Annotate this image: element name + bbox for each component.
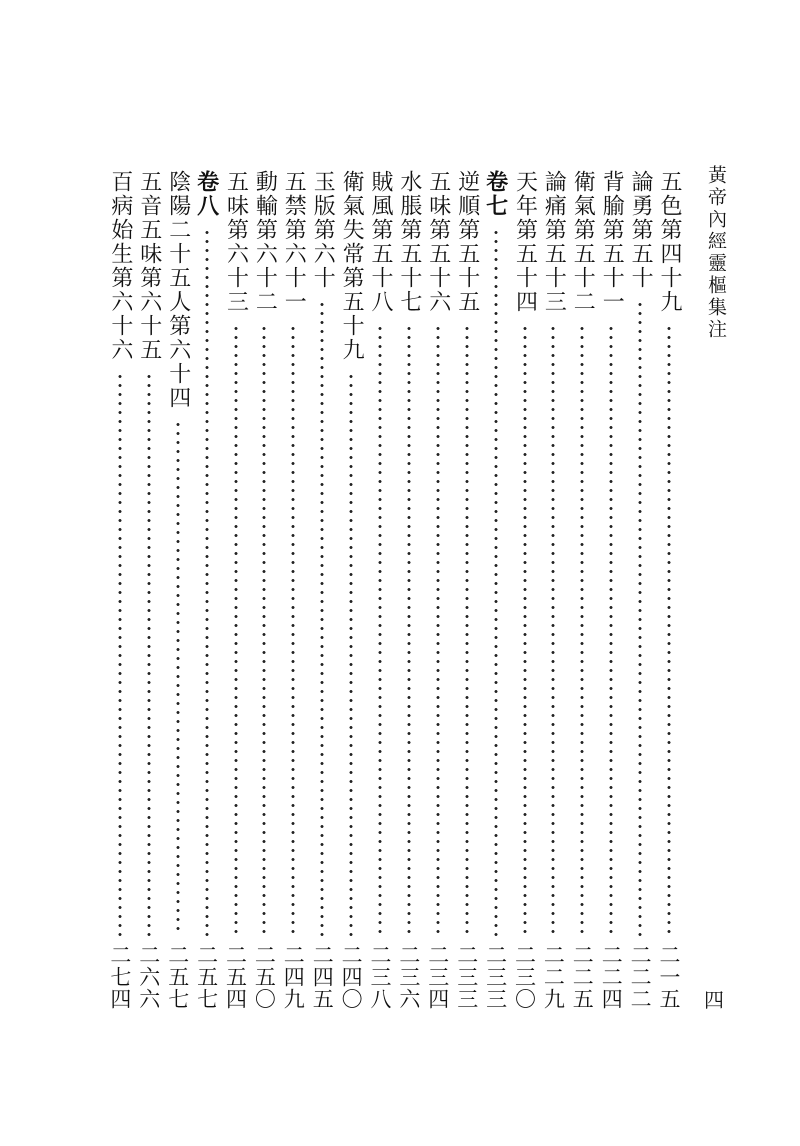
entry-page-number: 二三六 <box>396 944 421 1010</box>
dot-leader <box>609 324 613 936</box>
entry-page-number: 二五四 <box>223 944 248 1010</box>
toc-entry <box>656 170 682 1010</box>
entry-page-number: 二二四 <box>599 944 624 1010</box>
entry-title: 卷七 <box>482 170 509 218</box>
dot-leader <box>176 420 180 936</box>
entry-page-number: 二六六 <box>136 944 161 1010</box>
dot-leader <box>551 324 555 936</box>
entry-page-number: 二四〇 <box>339 944 364 1010</box>
entry-title: 論痛第五十三 <box>541 170 567 314</box>
entry-page-number: 二二九 <box>541 944 566 1010</box>
entry-page-number: 二三四 <box>425 944 450 1010</box>
volume-heading-entry <box>483 170 509 1010</box>
page-number: 四 <box>704 988 724 1012</box>
dot-leader <box>523 324 527 936</box>
toc-entry <box>251 170 277 1010</box>
entry-title: 五味第五十六 <box>425 170 451 314</box>
dot-leader <box>118 372 122 936</box>
entry-page-number: 二七四 <box>107 944 132 1010</box>
entry-title: 卷八 <box>193 170 220 218</box>
toc-entry <box>569 170 595 1010</box>
toc-entry <box>454 170 480 1010</box>
entry-page-number: 二五七 <box>194 944 219 1010</box>
entry-title: 五禁第六十一 <box>281 170 307 314</box>
dot-leader <box>291 324 295 936</box>
toc-entry <box>165 170 191 1010</box>
dot-leader <box>205 228 209 936</box>
toc-entry <box>540 170 566 1010</box>
entry-page-number: 二四九 <box>281 944 306 1010</box>
volume-heading-entry <box>194 170 220 1010</box>
entry-title: 賊風第五十八 <box>368 170 393 314</box>
toc-entry <box>338 170 364 1010</box>
entry-title: 背腧第五十一 <box>599 170 625 314</box>
toc-entry <box>598 170 624 1010</box>
dot-leader <box>407 324 411 936</box>
entry-title: 五味第六十三 <box>223 170 249 314</box>
dot-leader <box>147 372 151 936</box>
dot-leader <box>580 324 584 936</box>
entry-page-number: 二四五 <box>310 944 335 1010</box>
toc-entry <box>512 170 538 1010</box>
dot-leader <box>320 300 324 936</box>
dot-leader <box>234 324 238 936</box>
toc-entry <box>107 170 133 1010</box>
entry-title: 水脹第五十七 <box>396 170 422 314</box>
dot-leader <box>494 228 498 936</box>
dot-leader <box>262 324 266 936</box>
toc-entry <box>367 170 393 1010</box>
book-title-header: 黃帝內經靈樞集注 <box>705 165 727 341</box>
entry-title: 五音五味第六十五 <box>136 170 162 362</box>
entry-page-number: 二五七 <box>165 944 190 1010</box>
entry-page-number: 二三三 <box>483 944 508 1010</box>
entry-page-number: 二二二 <box>628 944 653 1010</box>
toc-entry <box>280 170 306 1010</box>
toc-entry <box>396 170 422 1010</box>
entry-page-number: 二三八 <box>368 944 392 1010</box>
dot-leader <box>436 324 440 936</box>
entry-title: 衛氣失常第五十九 <box>339 170 365 362</box>
entry-title: 逆順第五十五 <box>454 170 480 314</box>
dot-leader <box>465 324 469 936</box>
dot-leader <box>349 372 353 936</box>
entry-title: 陰陽二十五人第六十四 <box>165 170 191 410</box>
dot-leader <box>638 300 642 936</box>
toc-entry <box>136 170 162 1010</box>
dot-leader <box>667 324 671 936</box>
entry-page-number: 二三三 <box>454 944 479 1010</box>
toc-entry <box>309 170 335 1010</box>
entry-title: 百病始生第六十六 <box>107 170 133 362</box>
entry-title: 衛氣第五十二 <box>570 170 596 314</box>
dot-leader <box>378 324 382 936</box>
entry-title: 玉版第六十 <box>310 170 336 290</box>
entry-title: 天年第五十四 <box>512 170 538 314</box>
entry-page-number: 二五〇 <box>252 944 277 1010</box>
toc-entry <box>425 170 451 1010</box>
toc-entry <box>223 170 249 1010</box>
entry-page-number: 二三〇 <box>512 944 537 1010</box>
entry-title: 五色第四十九 <box>657 170 682 314</box>
toc-entry <box>627 170 653 1010</box>
entry-title: 論勇第五十 <box>628 170 654 290</box>
entry-title: 動輸第六十二 <box>252 170 278 314</box>
entry-page-number: 二一五 <box>657 944 681 1010</box>
entry-page-number: 二二五 <box>570 944 595 1010</box>
